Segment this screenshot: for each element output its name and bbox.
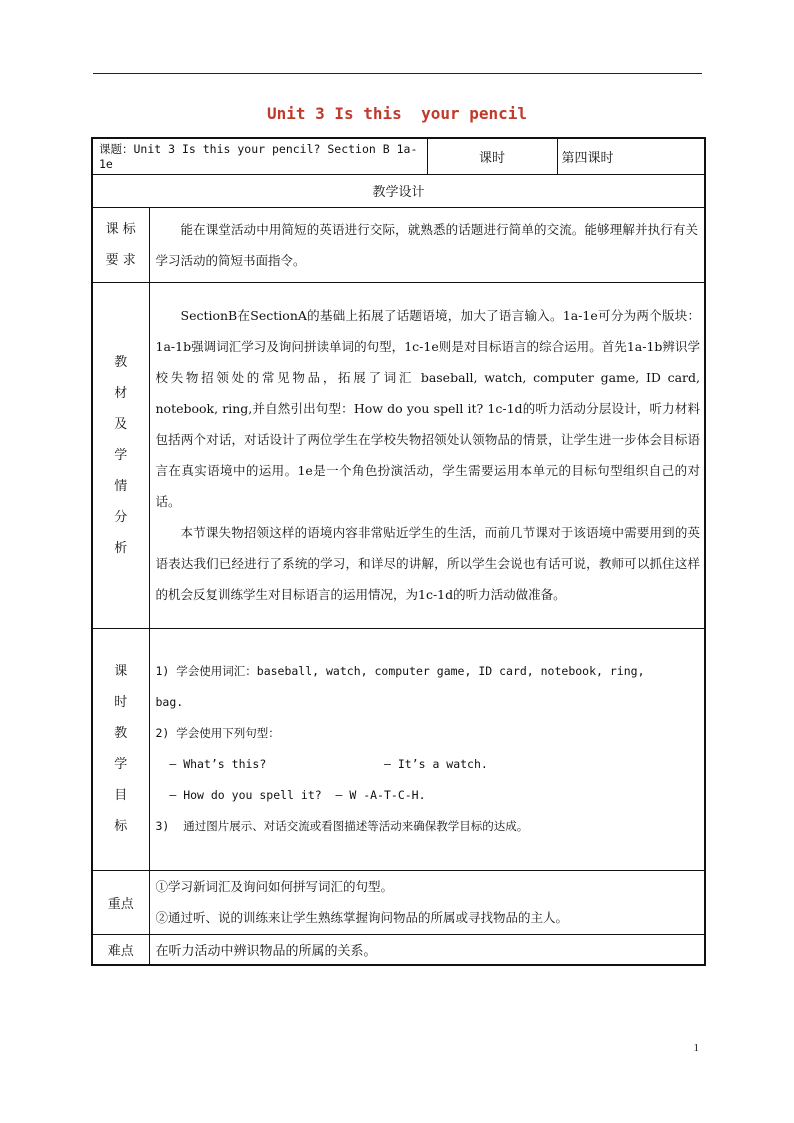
design-heading: 教学设计 <box>92 174 705 207</box>
curriculum-row <box>92 207 705 282</box>
analysis-row <box>92 282 705 628</box>
objectives-label-char: 时 <box>114 695 128 710</box>
objectives-row <box>92 628 705 870</box>
key-point-1: ①学习新词汇及询问如何拼写词汇的句型。 <box>155 879 394 894</box>
document-title: Unit 3 Is this your pencil <box>266 104 528 123</box>
difficulties-row <box>92 934 705 965</box>
analysis-label-char: 析 <box>114 540 128 556</box>
analysis-label-char: 情 <box>114 478 128 494</box>
objectives-label-char: 标 <box>114 819 128 834</box>
curriculum-text: 能在课堂活动中用简短的英语进行交际，就熟悉的话题进行简单的交流。能够理解并执行有关学习活动的简短书面指令。 <box>155 221 699 268</box>
objectives-label-char: 学 <box>114 757 128 772</box>
objectives-label-char: 课 <box>114 664 128 679</box>
objective-line-1: 1) 学会使用词汇：baseball, watch, computer game, ID card, notebook, ring, <box>155 664 645 678</box>
analysis-label <box>92 282 149 628</box>
header-row <box>92 138 705 174</box>
period-value: 第四课时 <box>557 138 705 174</box>
analysis-paragraph-1: SectionB在SectionA的基础上拓展了话题语境，加大了语言输入。1a-1e可分为两个版块：1a-1b强调词汇学习及询问拼读单词的句型，1c-1e则是对目标语言的综合运用。首先1a-1b辨识学校失物招领处的常见物品，拓展了词汇 baseball, watch, computer game, ID card, notebook, ring,并自然引出句型：How do you spell it? 1c-1d的听力活动分层设计，听力材料包括两个对话，对话设计了两位学生在学校失物招领处认领物品的情景，让学生进一步体会目标语言在真实语境中的运用。1e是一个角色扮演活动，学生需要运用本单元的目标句型组织自己的对话。 <box>155 308 701 509</box>
page-number: 1 <box>693 1042 699 1054</box>
analysis-label-char: 及 <box>114 416 128 432</box>
topic-cell: 课题：Unit 3 Is this your pencil? Section B 1a-1e <box>92 138 427 174</box>
analysis-label-char: 材 <box>114 385 128 401</box>
objective-line-5: — How do you spell it? — W -A-T-C-H. <box>155 788 426 802</box>
difficulties-text: 在听力活动中辨识物品的所属的关系。 <box>149 934 705 965</box>
curriculum-label <box>92 207 149 282</box>
lesson-plan-table <box>91 137 706 966</box>
objective-line-3: 2) 学会使用下列句型： <box>155 726 280 740</box>
difficulties-label: 难点 <box>92 934 149 965</box>
analysis-label-char: 分 <box>114 509 128 525</box>
key-points-label: 重点 <box>92 870 149 934</box>
key-point-2: ②通过听、说的训练来让学生熟练掌握询问物品的所属或寻找物品的主人。 <box>155 910 569 925</box>
objectives-label-char: 目 <box>114 788 128 803</box>
analysis-label-char: 学 <box>114 447 128 463</box>
objective-line-2: bag. <box>155 695 184 709</box>
curriculum-label-line2: 要 求 <box>105 252 136 268</box>
objectives-label <box>92 628 149 870</box>
design-heading-row <box>92 174 705 207</box>
objectives-label-char: 教 <box>114 726 128 741</box>
curriculum-label-line1: 课 标 <box>105 221 136 237</box>
analysis-label-char: 教 <box>114 354 128 370</box>
objective-line-6: 3) 通过图片展示、对话交流或看图描述等活动来确保教学目标的达成。 <box>155 819 529 833</box>
objective-line-4: — What’s this? — It’s a watch. <box>155 757 488 771</box>
key-points-row <box>92 870 705 934</box>
header-rule <box>93 73 702 74</box>
period-label: 课时 <box>427 138 557 174</box>
analysis-paragraph-2: 本节课失物招领这样的语境内容非常贴近学生的生活，而前几节课对于该语境中需要用到的英语表达我们已经进行了系统的学习，和详尽的讲解，所以学生会说也有话可说，教师可以抓住这样的机会反复训练学生对目标语言的运用情况，为1c-1d的听力活动做准备。 <box>155 525 701 602</box>
